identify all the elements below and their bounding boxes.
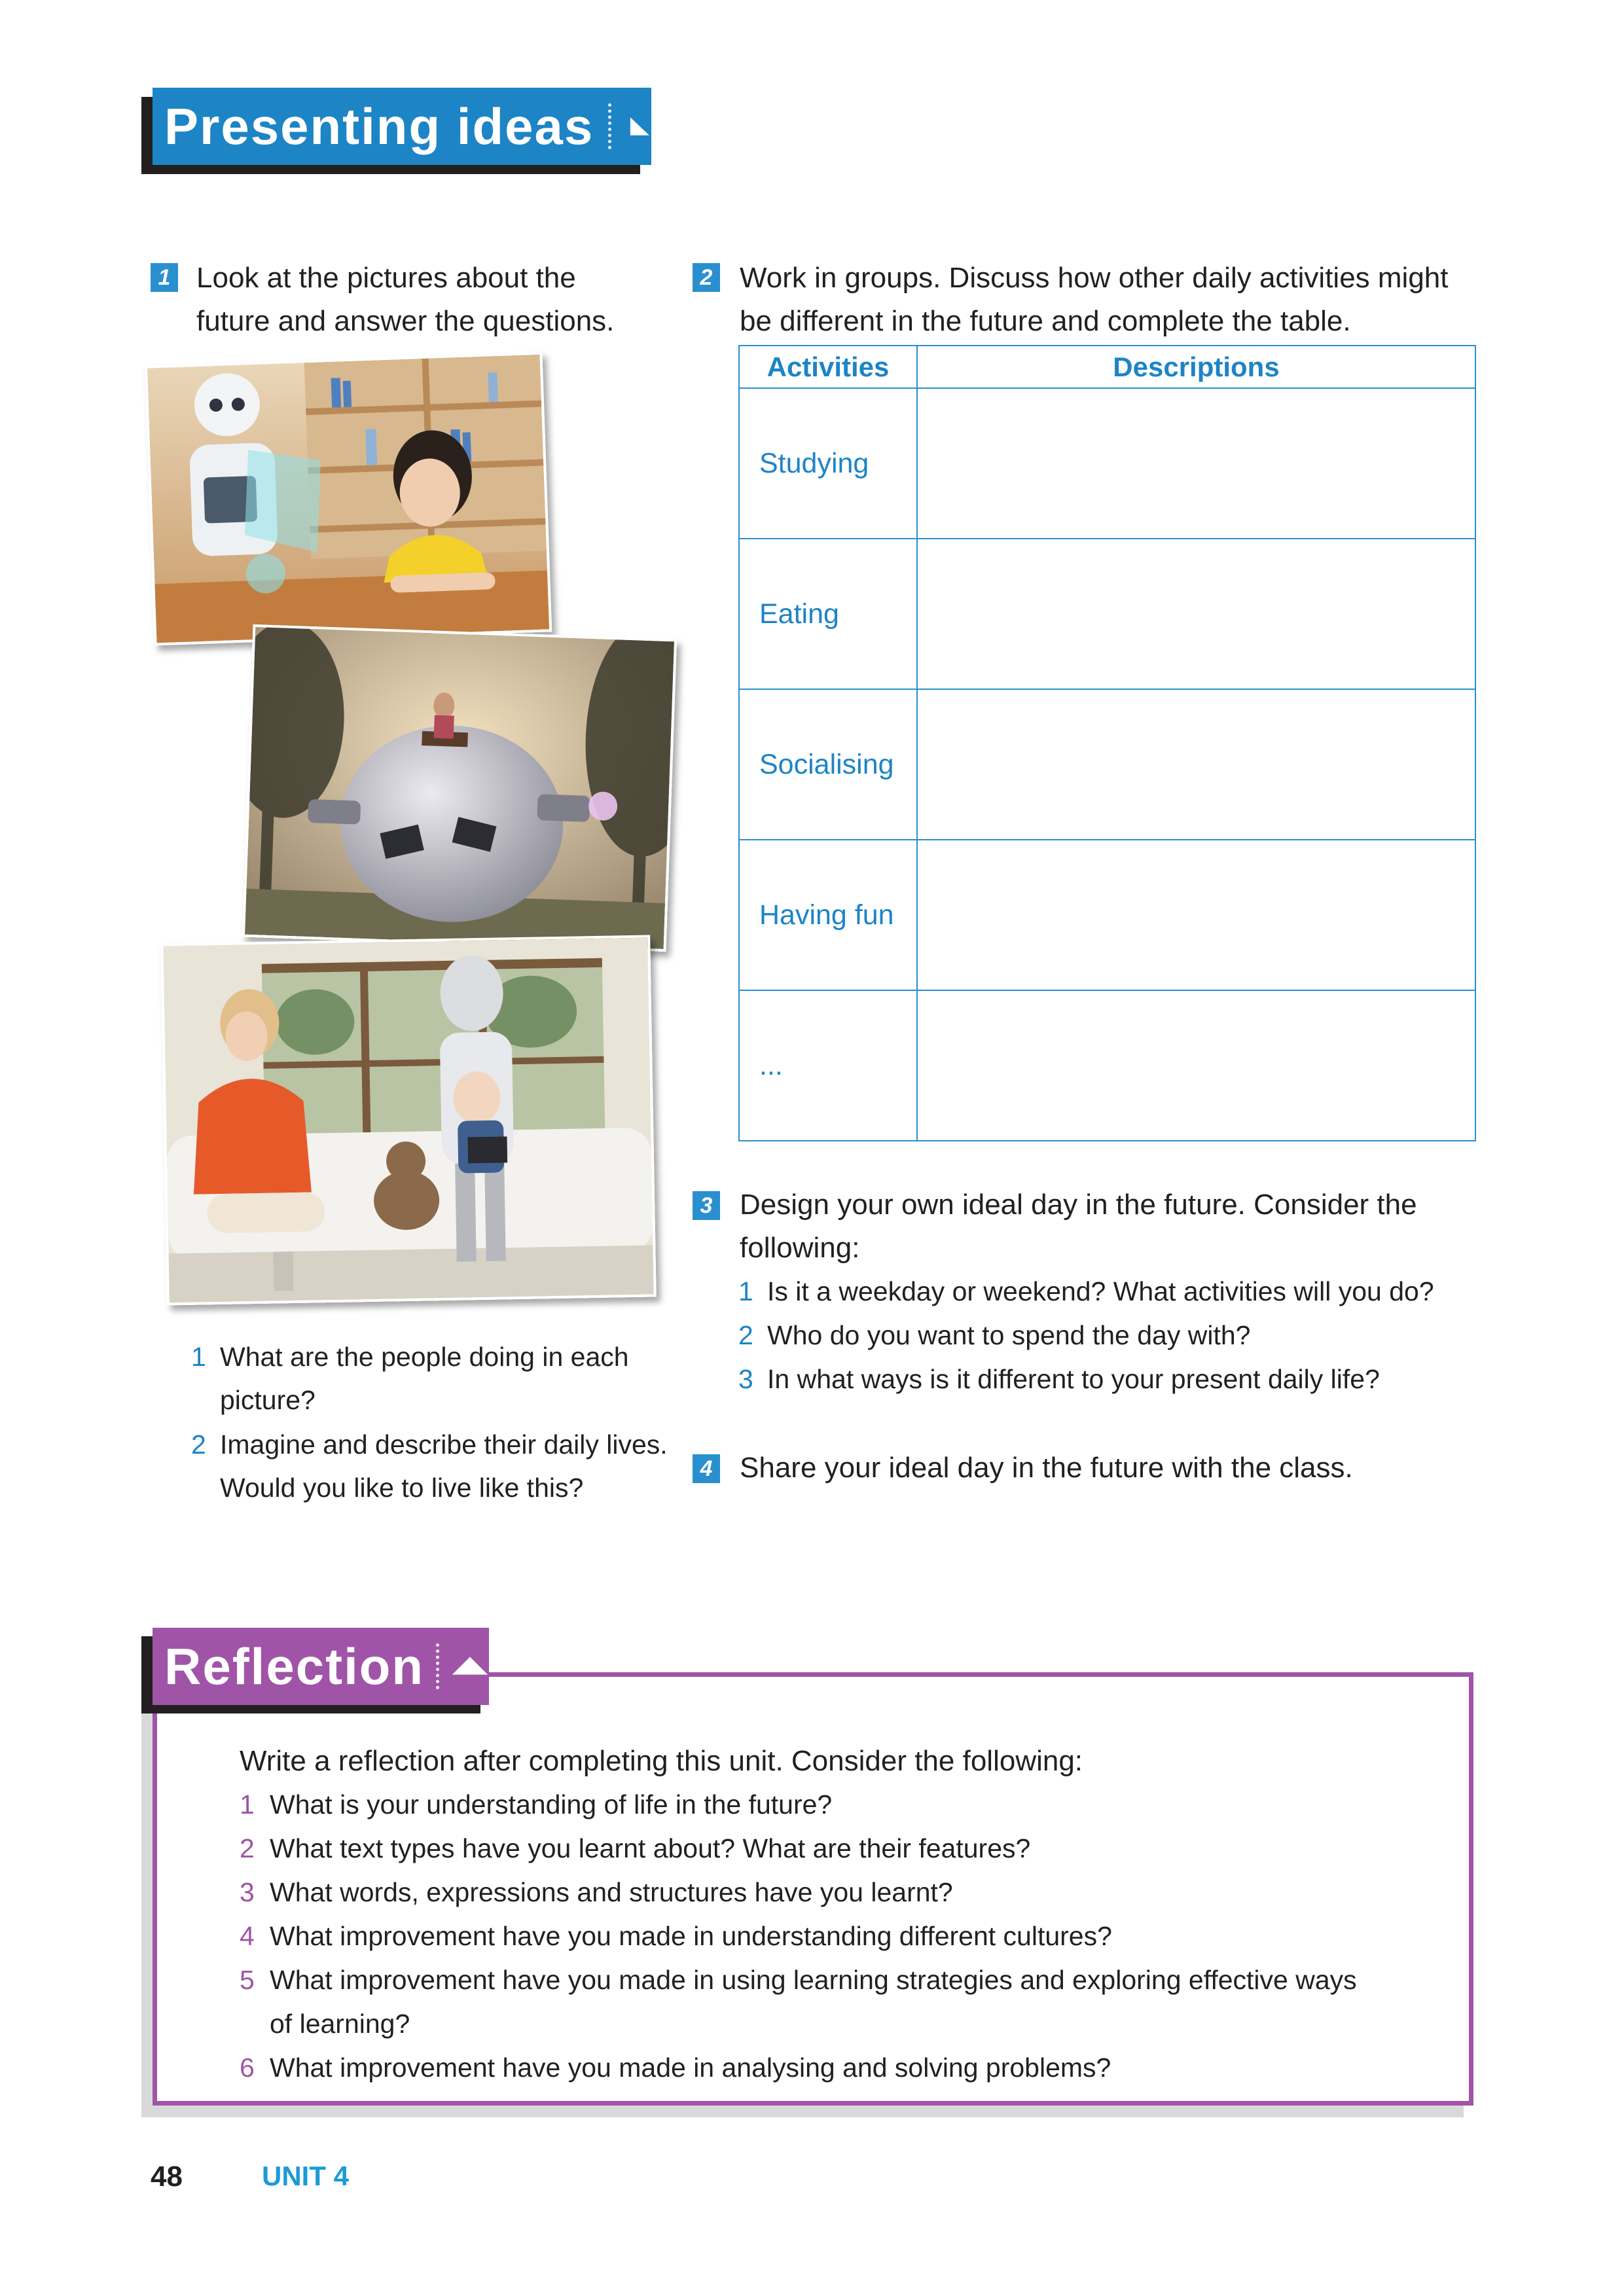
activity-3-number: 3 [693,1191,720,1220]
table-row [739,990,1475,1141]
header-descriptions: Descriptions [917,346,1475,388]
table-row [739,388,1475,539]
question-text: In what ways is it different to your present daily life? [767,1364,1380,1394]
activity-cell: Having fun [739,840,917,990]
activity-1-instruction-line1: Look at the pictures about the [196,262,576,294]
item-number: 2 [240,1833,255,1863]
activity-3-question-2 [738,1314,1250,1357]
reflection-item-5-cont: of learning? [270,2009,410,2039]
item-text: What is your understanding of life in the future? [270,1789,833,1820]
question-number: 1 [191,1342,206,1372]
item-text: What improvement have you made in analysing and solving problems? [270,2053,1111,2083]
question-number: 2 [738,1320,753,1350]
item-number: 3 [240,1877,255,1907]
activity-cell: ... [739,990,917,1141]
page-number: 48 [151,2161,183,2193]
question-number: 3 [738,1364,753,1394]
description-cell[interactable] [917,689,1475,840]
reflection-item-3 [240,1871,953,1914]
reflection-item-1 [240,1783,832,1826]
description-cell[interactable] [917,990,1475,1141]
activity-2-number: 2 [693,263,720,292]
reflection-item-6 [240,2046,1111,2089]
item-number: 5 [240,1965,255,1995]
activities-table [738,345,1476,1141]
item-number: 1 [240,1789,255,1820]
description-cell[interactable] [917,388,1475,539]
question-number: 1 [738,1276,753,1306]
robot-with-holograms-and-girl-photo [145,352,552,646]
reflection-header [153,1628,489,1705]
question-text: Who do you want to spend the day with? [767,1320,1251,1350]
question-text: Is it a weekday or weekend? What activities will you do? [767,1276,1434,1306]
up-triangle-icon [451,1655,489,1678]
activity-3-instruction-line2: following: [740,1232,860,1264]
reflection-item-4 [240,1914,1112,1958]
woman-child-and-robot-on-sofa-photo [160,935,657,1306]
activity-1-instruction-line2: future and answer the questions. [196,305,615,337]
table-row [739,539,1475,689]
reflection-title: Reflection [164,1637,425,1695]
presenting-ideas-header [153,88,651,165]
corner-triangle-icon [628,111,651,141]
activity-2-instruction-line2: be different in the future and complete the table. [740,305,1351,337]
question-text: Imagine and describe their daily lives. [220,1429,668,1460]
activity-2-instruction-line1: Work in groups. Discuss how other daily activities might [740,262,1449,294]
activity-3-question-3 [738,1357,1380,1401]
activity-cell: Studying [739,388,917,539]
table-row [739,840,1475,990]
description-cell[interactable] [917,840,1475,990]
activity-cell: Socialising [739,689,917,840]
item-text: What words, expressions and structures have you learnt? [270,1877,953,1907]
activity-1-question-2-cont: Would you like to live like this? [220,1473,584,1503]
question-number: 2 [191,1429,206,1460]
activity-1-question-2 [191,1423,668,1466]
item-number: 4 [240,1921,255,1951]
description-cell[interactable] [917,539,1475,689]
reflection-intro: Write a reflection after completing this unit. Consider the following: [240,1745,1083,1777]
unit-label: UNIT 4 [262,2161,350,2191]
presenting-ideas-title: Presenting ideas [164,97,594,155]
item-text: What text types have you learnt about? What are their features? [270,1833,1031,1863]
girl-sitting-on-giant-robot-photo [242,624,677,952]
reflection-item-5 [240,1958,1357,2001]
activity-1-number: 1 [151,263,178,292]
item-text: What improvement have you made in understanding different cultures? [270,1921,1112,1951]
table-header-row [739,346,1475,388]
activity-1-question-1 [191,1335,629,1378]
item-number: 6 [240,2053,255,2083]
activity-1-question-1-cont: picture? [220,1385,316,1415]
activity-4-instruction: Share your ideal day in the future with the class. [740,1452,1353,1484]
activity-4-number: 4 [693,1454,720,1483]
question-text: What are the people doing in each [220,1342,629,1372]
header-separator [608,103,611,150]
activity-cell: Eating [739,539,917,689]
activity-3-question-1 [738,1270,1434,1313]
activity-3-instruction-line1: Design your own ideal day in the future. Consider the [740,1189,1417,1221]
item-text: What improvement have you made in using learning strategies and exploring effective ways [270,1965,1357,1995]
header-activities: Activities [739,346,917,388]
table-row [739,689,1475,840]
header-separator [436,1643,439,1690]
reflection-item-2 [240,1827,1030,1870]
